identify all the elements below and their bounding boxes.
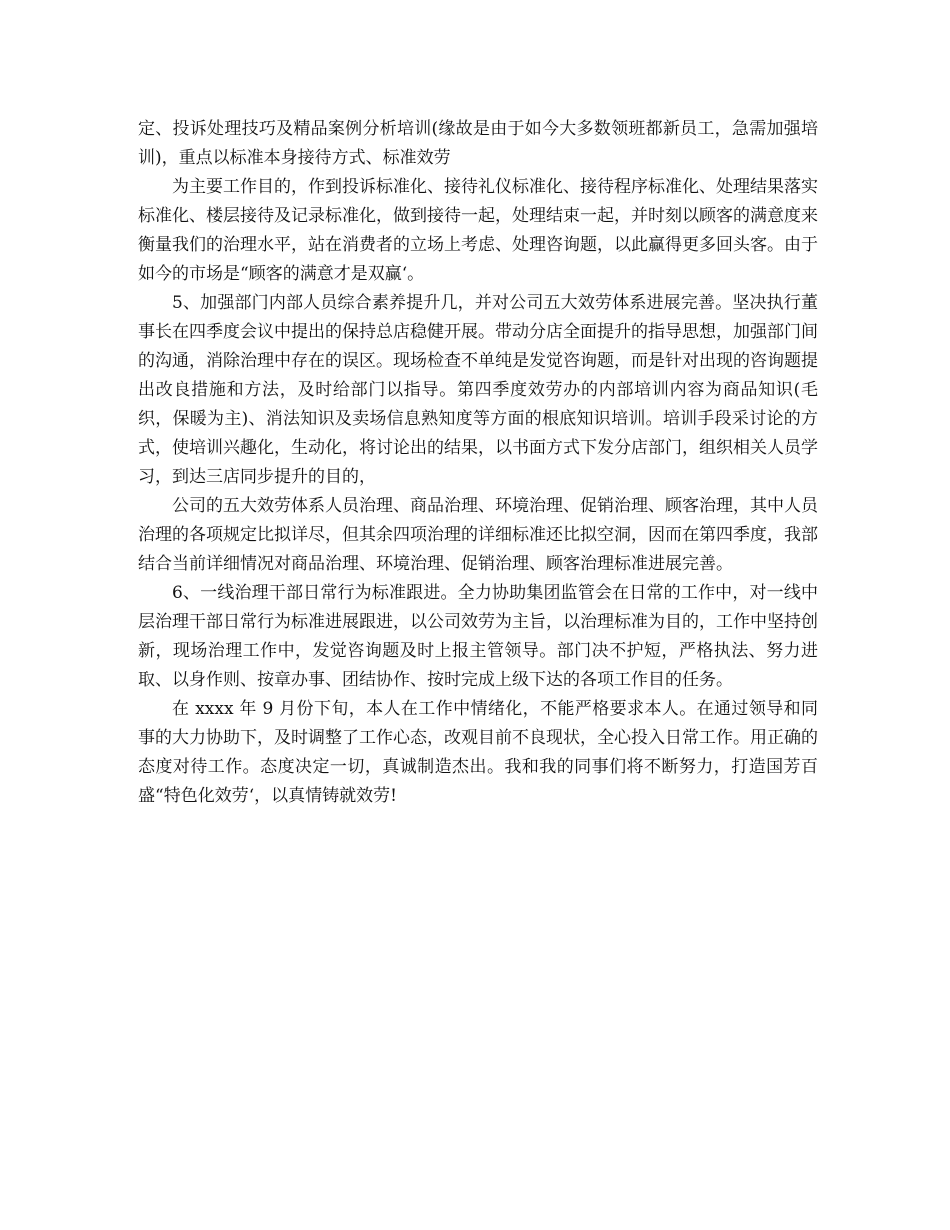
paragraph-1: 定、投诉处理技巧及精品案例分析培训(缘故是由于如今大多数领班都新员工，急需加强培训)，重点以标准本身接待方式、标准效劳 (138, 119, 818, 168)
paragraph-2: 为主要工作目的，作到投诉标准化、接待礼仪标准化、接待程序标准化、处理结果落实标准化、楼层接待及记录标准化，做到接待一起，处理结束一起，并时刻以顾客的满意度来衡量我们的治理水平，站在消费者的立场上考虑、处理咨询题，以此赢得更多回头客。由于如今的市场是“顾客的满意才是双赢‘。 (138, 177, 818, 284)
paragraph-5: 6、一线治理干部日常行为标准跟进。全力协助集团监管会在日常的工作中，对一线中层治理干部日常行为标准进展跟进，以公司效劳为主旨，以治理标准为目的，工作中坚持创新，现场治理工作中，发觉咨询题及时上报主管领导。部门决不护短，严格执法、努力进取、以身作则、按章办事、团结协作、按时完成上级下达的各项工作目的任务。 (138, 583, 818, 690)
paragraph-6: 在 xxxx 年 9 月份下旬，本人在工作中情绪化，不能严格要求本人。在通过领导和同事的大力协助下，及时调整了工作心态，改观目前不良现状，全心投入日常工作。用正确的态度对待工作。态度决定一切，真诚制造杰出。我和我的同事们将不断努力，打造国芳百盛“特色化效劳‘，以真情铸就效劳! (138, 699, 818, 806)
paragraph-4: 公司的五大效劳体系人员治理、商品治理、环境治理、促销治理、顾客治理，其中人员治理的各项规定比拟详尽，但其余四项治理的详细标准还比拟空洞，因而在第四季度，我部结合当前详细情况对商品治理、环境治理、促销治理、顾客治理标准进展完善。 (138, 496, 818, 574)
paragraph-3: 5、加强部门内部人员综合素养提升几，并对公司五大效劳体系进展完善。坚决执行董事长在四季度会议中提出的保持总店稳健开展。带动分店全面提升的指导思想，加强部门间的沟通，消除治理中存在的误区。现场检查不单纯是发觉咨询题，而是针对出现的咨询题提出改良措施和方法，及时给部门以指导。第四季度效劳办的内部培训内容为商品知识(毛织，保暖为主)、消法知识及卖场信息熟知度等方面的根底知识培训。培训手段采讨论的方式，使培训兴趣化，生动化，将讨论出的结果，以书面方式下发分店部门，组织相关人员学习，到达三店同步提升的目的， (138, 293, 818, 487)
document-body (138, 115, 818, 811)
